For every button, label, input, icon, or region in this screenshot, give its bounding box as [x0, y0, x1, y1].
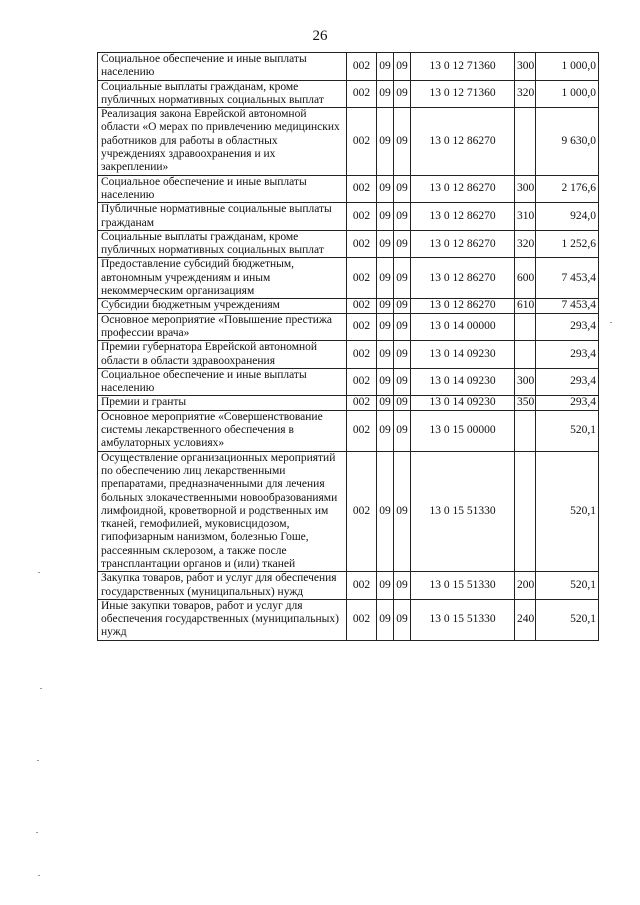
- cell-ved-code: 002: [347, 313, 377, 341]
- cell-target-article-code: 13 0 14 09230: [411, 341, 515, 369]
- table-row: [98, 410, 599, 451]
- cell-amount: 1 000,0: [536, 80, 599, 108]
- table-row: [98, 203, 599, 231]
- table-row: [98, 313, 599, 341]
- cell-section-code: 09: [377, 341, 394, 369]
- table-row: [98, 572, 599, 600]
- budget-table-body: [98, 53, 599, 641]
- cell-amount: 293,4: [536, 341, 599, 369]
- scan-speck: [610, 322, 612, 323]
- cell-ved-code: 002: [347, 572, 377, 600]
- table-row: [98, 341, 599, 369]
- cell-section-code: 09: [377, 410, 394, 451]
- cell-expense-type-code: 350: [515, 396, 536, 410]
- cell-name: Иные закупки товаров, работ и услуг для обеспечения государственных (муниципальных) нужд: [98, 599, 347, 640]
- cell-subsection-code: 09: [394, 341, 411, 369]
- cell-section-code: 09: [377, 80, 394, 108]
- cell-amount: 520,1: [536, 451, 599, 572]
- cell-section-code: 09: [377, 175, 394, 203]
- cell-name: Предоставление субсидий бюджетным, автономным учреждениям и иным некоммерческим организациям: [98, 258, 347, 299]
- cell-ved-code: 002: [347, 203, 377, 231]
- cell-name: Реализация закона Еврейской автономной области «О мерах по привлечению медицинских работников для работы в областных учреждениях здравоохранения и их закреплении»: [98, 108, 347, 175]
- cell-subsection-code: 09: [394, 80, 411, 108]
- table-row: [98, 368, 599, 396]
- cell-name: Закупка товаров, работ и услуг для обеспечения государственных (муниципальных) нужд: [98, 572, 347, 600]
- cell-amount: 1 000,0: [536, 53, 599, 81]
- cell-subsection-code: 09: [394, 599, 411, 640]
- cell-target-article-code: 13 0 14 09230: [411, 368, 515, 396]
- cell-name: Социальные выплаты гражданам, кроме публичных нормативных социальных выплат: [98, 80, 347, 108]
- cell-name: Премии губернатора Еврейской автономной области в области здравоохранения: [98, 341, 347, 369]
- cell-subsection-code: 09: [394, 203, 411, 231]
- cell-subsection-code: 09: [394, 53, 411, 81]
- cell-expense-type-code: 600: [515, 258, 536, 299]
- cell-expense-type-code: 310: [515, 203, 536, 231]
- cell-ved-code: 002: [347, 175, 377, 203]
- table-row: [98, 53, 599, 81]
- table-row: [98, 299, 599, 313]
- cell-target-article-code: 13 0 12 86270: [411, 299, 515, 313]
- cell-expense-type-code: 300: [515, 53, 536, 81]
- cell-subsection-code: 09: [394, 175, 411, 203]
- cell-ved-code: 002: [347, 230, 377, 258]
- cell-section-code: 09: [377, 108, 394, 175]
- cell-amount: 293,4: [536, 368, 599, 396]
- cell-ved-code: 002: [347, 258, 377, 299]
- scan-speck: [40, 688, 42, 689]
- cell-target-article-code: 13 0 15 51330: [411, 572, 515, 600]
- cell-expense-type-code: [515, 410, 536, 451]
- cell-ved-code: 002: [347, 410, 377, 451]
- cell-amount: 9 630,0: [536, 108, 599, 175]
- cell-ved-code: 002: [347, 368, 377, 396]
- cell-name: Осуществление организационных мероприятий по обеспечению лиц лекарственными препаратами, предназначенными для лечения больных злокачественными новообразованиями лимфоидной, кроветворной и родственных им тканей, гемофилией, муковисцидозом, гипофизарным нанизмом, болезнью Гоше, рассеянным склерозом, а также после трансплантации органов и (или) тканей: [98, 451, 347, 572]
- cell-section-code: 09: [377, 599, 394, 640]
- cell-name: Социальное обеспечение и иные выплаты населению: [98, 53, 347, 81]
- scan-speck: [36, 832, 38, 833]
- cell-ved-code: 002: [347, 80, 377, 108]
- cell-section-code: 09: [377, 258, 394, 299]
- cell-section-code: 09: [377, 53, 394, 81]
- cell-name: Социальные выплаты гражданам, кроме публичных нормативных социальных выплат: [98, 230, 347, 258]
- cell-amount: 2 176,6: [536, 175, 599, 203]
- cell-subsection-code: 09: [394, 313, 411, 341]
- cell-target-article-code: 13 0 14 09230: [411, 396, 515, 410]
- table-row: [98, 396, 599, 410]
- table-row: [98, 230, 599, 258]
- cell-section-code: 09: [377, 572, 394, 600]
- cell-target-article-code: 13 0 12 71360: [411, 80, 515, 108]
- cell-ved-code: 002: [347, 396, 377, 410]
- cell-amount: 520,1: [536, 572, 599, 600]
- cell-subsection-code: 09: [394, 299, 411, 313]
- cell-subsection-code: 09: [394, 230, 411, 258]
- cell-section-code: 09: [377, 230, 394, 258]
- cell-target-article-code: 13 0 12 86270: [411, 258, 515, 299]
- table-row: [98, 258, 599, 299]
- cell-amount: 520,1: [536, 410, 599, 451]
- cell-amount: 520,1: [536, 599, 599, 640]
- cell-expense-type-code: [515, 341, 536, 369]
- cell-section-code: 09: [377, 396, 394, 410]
- cell-expense-type-code: 320: [515, 80, 536, 108]
- cell-target-article-code: 13 0 15 51330: [411, 451, 515, 572]
- cell-ved-code: 002: [347, 108, 377, 175]
- cell-target-article-code: 13 0 12 86270: [411, 230, 515, 258]
- cell-target-article-code: 13 0 12 86270: [411, 108, 515, 175]
- cell-amount: 293,4: [536, 313, 599, 341]
- table-row: [98, 451, 599, 572]
- cell-target-article-code: 13 0 15 00000: [411, 410, 515, 451]
- cell-target-article-code: 13 0 14 00000: [411, 313, 515, 341]
- cell-expense-type-code: [515, 108, 536, 175]
- cell-ved-code: 002: [347, 451, 377, 572]
- cell-section-code: 09: [377, 451, 394, 572]
- cell-name: Основное мероприятие «Повышение престижа профессии врача»: [98, 313, 347, 341]
- cell-ved-code: 002: [347, 299, 377, 313]
- table-row: [98, 108, 599, 175]
- cell-section-code: 09: [377, 299, 394, 313]
- cell-amount: 924,0: [536, 203, 599, 231]
- cell-expense-type-code: 320: [515, 230, 536, 258]
- table-row: [98, 80, 599, 108]
- cell-expense-type-code: 610: [515, 299, 536, 313]
- cell-expense-type-code: 200: [515, 572, 536, 600]
- cell-target-article-code: 13 0 12 86270: [411, 203, 515, 231]
- cell-target-article-code: 13 0 15 51330: [411, 599, 515, 640]
- cell-subsection-code: 09: [394, 451, 411, 572]
- cell-subsection-code: 09: [394, 258, 411, 299]
- table-row: [98, 599, 599, 640]
- cell-amount: 7 453,4: [536, 299, 599, 313]
- scan-speck: [38, 875, 40, 876]
- cell-name: Основное мероприятие «Совершенствование системы лекарственного обеспечения в амбулаторных условиях»: [98, 410, 347, 451]
- scan-speck: [37, 760, 39, 761]
- cell-target-article-code: 13 0 12 71360: [411, 53, 515, 81]
- cell-name: Социальное обеспечение и иные выплаты населению: [98, 368, 347, 396]
- cell-subsection-code: 09: [394, 410, 411, 451]
- page-number: 26: [312, 28, 328, 44]
- cell-expense-type-code: 300: [515, 368, 536, 396]
- cell-subsection-code: 09: [394, 108, 411, 175]
- cell-name: Публичные нормативные социальные выплаты гражданам: [98, 203, 347, 231]
- cell-name: Субсидии бюджетным учреждениям: [98, 299, 347, 313]
- table-row: [98, 175, 599, 203]
- cell-amount: 293,4: [536, 396, 599, 410]
- cell-target-article-code: 13 0 12 86270: [411, 175, 515, 203]
- cell-subsection-code: 09: [394, 368, 411, 396]
- cell-subsection-code: 09: [394, 572, 411, 600]
- cell-expense-type-code: [515, 313, 536, 341]
- cell-section-code: 09: [377, 203, 394, 231]
- cell-expense-type-code: 240: [515, 599, 536, 640]
- cell-amount: 1 252,6: [536, 230, 599, 258]
- cell-expense-type-code: [515, 451, 536, 572]
- cell-section-code: 09: [377, 313, 394, 341]
- cell-name: Социальное обеспечение и иные выплаты населению: [98, 175, 347, 203]
- cell-section-code: 09: [377, 368, 394, 396]
- cell-subsection-code: 09: [394, 396, 411, 410]
- cell-expense-type-code: 300: [515, 175, 536, 203]
- cell-ved-code: 002: [347, 599, 377, 640]
- cell-ved-code: 002: [347, 53, 377, 81]
- cell-name: Премии и гранты: [98, 396, 347, 410]
- budget-table: [97, 52, 599, 641]
- cell-amount: 7 453,4: [536, 258, 599, 299]
- scan-speck: [38, 572, 40, 573]
- cell-ved-code: 002: [347, 341, 377, 369]
